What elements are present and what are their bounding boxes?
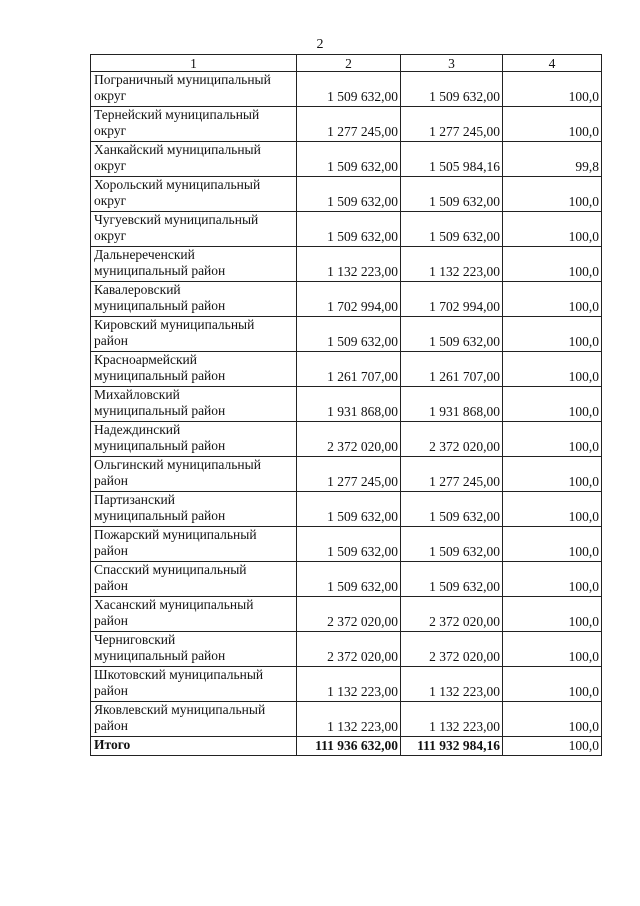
cell-col-3: 1 505 984,16	[401, 142, 503, 177]
cell-col-2: 1 277 245,00	[297, 107, 401, 142]
region-name-line: округ	[94, 88, 127, 103]
table-row	[91, 387, 602, 422]
region-name-line: муниципальный район	[94, 508, 226, 523]
table-row	[91, 632, 602, 667]
region-name	[91, 632, 297, 667]
region-name	[91, 317, 297, 352]
cell-col-2: 1 509 632,00	[297, 562, 401, 597]
region-name	[91, 562, 297, 597]
region-name	[91, 527, 297, 562]
cell-col-2: 1 132 223,00	[297, 702, 401, 737]
region-name-line: муниципальный район	[94, 263, 226, 278]
region-name	[91, 142, 297, 177]
region-name-line: район	[94, 683, 128, 698]
cell-col-2: 1 132 223,00	[297, 247, 401, 282]
cell-percent: 100,0	[503, 352, 602, 387]
region-name-line: Пожарский муниципальный	[94, 527, 257, 542]
total-col-3: 111 932 984,16	[401, 737, 503, 756]
region-name-line: Красноармейский	[94, 352, 198, 367]
region-name	[91, 492, 297, 527]
cell-col-3: 1 509 632,00	[401, 562, 503, 597]
table-row	[91, 72, 602, 107]
table-row	[91, 702, 602, 737]
region-name-line: Яковлевский муниципальный	[94, 702, 266, 717]
table-row	[91, 142, 602, 177]
cell-col-2: 1 132 223,00	[297, 667, 401, 702]
table-row	[91, 247, 602, 282]
cell-percent: 100,0	[503, 212, 602, 247]
table-row	[91, 317, 602, 352]
region-name-line: Тернейский муниципальный	[94, 107, 260, 122]
cell-percent: 100,0	[503, 562, 602, 597]
cell-col-2: 2 372 020,00	[297, 597, 401, 632]
cell-col-3: 1 509 632,00	[401, 212, 503, 247]
cell-percent: 100,0	[503, 492, 602, 527]
region-name	[91, 282, 297, 317]
table-row	[91, 352, 602, 387]
cell-col-2: 1 277 245,00	[297, 457, 401, 492]
table-row	[91, 562, 602, 597]
cell-col-2: 1 509 632,00	[297, 72, 401, 107]
region-name	[91, 247, 297, 282]
cell-col-3: 1 509 632,00	[401, 527, 503, 562]
region-name-line: район	[94, 613, 128, 628]
region-name-line: округ	[94, 193, 127, 208]
total-percent: 100,0	[503, 737, 602, 756]
cell-col-2: 1 509 632,00	[297, 492, 401, 527]
cell-col-3: 2 372 020,00	[401, 632, 503, 667]
cell-percent: 100,0	[503, 632, 602, 667]
region-name-line: Шкотовский муниципальный	[94, 667, 264, 682]
cell-percent: 100,0	[503, 422, 602, 457]
cell-col-2: 1 702 994,00	[297, 282, 401, 317]
region-name-line: район	[94, 578, 128, 593]
cell-percent: 100,0	[503, 247, 602, 282]
cell-percent: 100,0	[503, 107, 602, 142]
cell-col-3: 1 931 868,00	[401, 387, 503, 422]
cell-col-3: 2 372 020,00	[401, 597, 503, 632]
table-row	[91, 457, 602, 492]
table-body	[91, 72, 602, 756]
header-col-4: 4	[503, 55, 602, 72]
region-name	[91, 107, 297, 142]
cell-col-3: 1 132 223,00	[401, 702, 503, 737]
cell-col-3: 1 509 632,00	[401, 72, 503, 107]
region-name-line: округ	[94, 228, 127, 243]
cell-percent: 99,8	[503, 142, 602, 177]
header-col-2: 2	[297, 55, 401, 72]
region-name-line: Дальнереченский	[94, 247, 195, 262]
cell-col-2: 1 509 632,00	[297, 212, 401, 247]
total-col-2: 111 936 632,00	[297, 737, 401, 756]
cell-percent: 100,0	[503, 72, 602, 107]
cell-percent: 100,0	[503, 282, 602, 317]
total-label: Итого	[91, 737, 297, 756]
table-row	[91, 212, 602, 247]
table-row	[91, 177, 602, 212]
region-name	[91, 422, 297, 457]
region-name	[91, 72, 297, 107]
region-name	[91, 457, 297, 492]
region-name-line: район	[94, 718, 128, 733]
region-name	[91, 177, 297, 212]
cell-col-2: 2 372 020,00	[297, 422, 401, 457]
cell-col-3: 1 277 245,00	[401, 107, 503, 142]
cell-col-3: 2 372 020,00	[401, 422, 503, 457]
cell-percent: 100,0	[503, 387, 602, 422]
region-name-line: Хасанский муниципальный	[94, 597, 254, 612]
region-name	[91, 702, 297, 737]
cell-col-2: 1 261 707,00	[297, 352, 401, 387]
table-row	[91, 667, 602, 702]
cell-col-3: 1 509 632,00	[401, 177, 503, 212]
region-name-line: Спасский муниципальный	[94, 562, 247, 577]
region-name-line: район	[94, 473, 128, 488]
region-name-line: муниципальный район	[94, 298, 226, 313]
region-name-line: Михайловский	[94, 387, 180, 402]
region-name-line: Кировский муниципальный	[94, 317, 255, 332]
region-name-line: Чугуевский муниципальный	[94, 212, 259, 227]
table-row	[91, 282, 602, 317]
region-name	[91, 597, 297, 632]
cell-col-3: 1 509 632,00	[401, 317, 503, 352]
cell-percent: 100,0	[503, 702, 602, 737]
region-name	[91, 667, 297, 702]
cell-col-2: 1 509 632,00	[297, 142, 401, 177]
region-name-line: Ольгинский муниципальный	[94, 457, 261, 472]
header-col-1: 1	[91, 55, 297, 72]
cell-percent: 100,0	[503, 177, 602, 212]
cell-col-3: 1 509 632,00	[401, 492, 503, 527]
cell-col-3: 1 702 994,00	[401, 282, 503, 317]
cell-percent: 100,0	[503, 317, 602, 352]
cell-percent: 100,0	[503, 667, 602, 702]
region-name-line: Черниговский	[94, 632, 176, 647]
header-col-3: 3	[401, 55, 503, 72]
region-name	[91, 352, 297, 387]
cell-col-2: 1 931 868,00	[297, 387, 401, 422]
cell-col-3: 1 261 707,00	[401, 352, 503, 387]
table-row	[91, 422, 602, 457]
table-row	[91, 527, 602, 562]
region-name-line: Кавалеровский	[94, 282, 181, 297]
region-name-line: Хорольский муниципальный	[94, 177, 261, 192]
cell-percent: 100,0	[503, 597, 602, 632]
data-table	[90, 54, 602, 756]
cell-col-3: 1 132 223,00	[401, 667, 503, 702]
region-name-line: муниципальный район	[94, 368, 226, 383]
cell-col-2: 1 509 632,00	[297, 317, 401, 352]
cell-percent: 100,0	[503, 527, 602, 562]
region-name-line: Ханкайский муниципальный	[94, 142, 261, 157]
region-name-line: Пограничный муниципальный	[94, 72, 271, 87]
page-number: 2	[316, 37, 324, 52]
cell-col-3: 1 132 223,00	[401, 247, 503, 282]
region-name-line: муниципальный район	[94, 403, 226, 418]
cell-col-3: 1 277 245,00	[401, 457, 503, 492]
region-name-line: Партизанский	[94, 492, 175, 507]
region-name	[91, 387, 297, 422]
total-row	[91, 737, 602, 756]
cell-percent: 100,0	[503, 457, 602, 492]
region-name-line: район	[94, 543, 128, 558]
region-name-line: округ	[94, 123, 127, 138]
table-row	[91, 107, 602, 142]
cell-col-2: 2 372 020,00	[297, 632, 401, 667]
region-name-line: район	[94, 333, 128, 348]
region-name-line: Надеждинский	[94, 422, 181, 437]
table-row	[91, 492, 602, 527]
cell-col-2: 1 509 632,00	[297, 177, 401, 212]
table-row	[91, 597, 602, 632]
cell-col-2: 1 509 632,00	[297, 527, 401, 562]
region-name-line: округ	[94, 158, 127, 173]
region-name-line: муниципальный район	[94, 648, 226, 663]
region-name-line: муниципальный район	[94, 438, 226, 453]
region-name	[91, 212, 297, 247]
table-header-row	[91, 55, 602, 72]
